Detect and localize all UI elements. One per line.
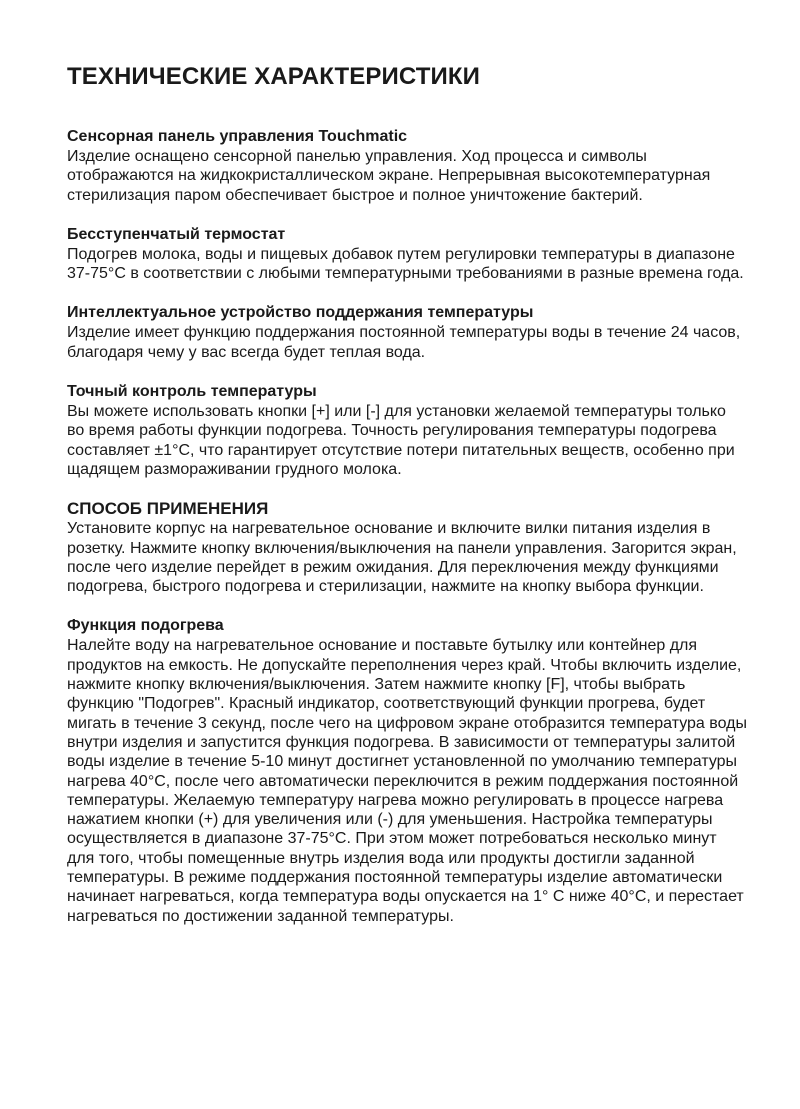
section-body: Установите корпус на нагревательное основание и включите вилки питания изделия в розетку. Нажмите кнопку включения/выключения на панели управления. Загорится экран, после чего изделие перейдет в режим ожидания. Для переключения между функциями подогрева, быстрого подогрева и стерилизации, нажмите на кнопку выбора функции.: [67, 520, 737, 596]
section-body: Изделие имеет функцию поддержания постоянной температуры воды в течение 24 часов, благодаря чему у вас всегда будет теплая вода.: [67, 324, 741, 361]
section-heading: СПОСОБ ПРИМЕНЕНИЯ: [67, 499, 269, 519]
section-usage: [67, 499, 747, 596]
section-temperature-keeping: [67, 303, 747, 362]
document-page: [67, 62, 747, 946]
section-thermostat: [67, 225, 747, 284]
section-touchmatic: [67, 127, 747, 205]
section-body: Вы можете использовать кнопки [+] или [-] для установки желаемой температуры только во время работы функции подогрева. Точность регулирования температуры подогрева составляет ±1°С, что гарантирует отсутствие потери питательных веществ, особенно при щадящем размораживании грудного молока.: [67, 403, 735, 478]
section-heating-function: [67, 616, 747, 925]
section-heading: Сенсорная панель управления Touchmatic: [67, 128, 408, 145]
section-heading: Точный контроль температуры: [67, 383, 317, 401]
section-body: Подогрев молока, воды и пищевых добавок путем регулировки температуры в диапазоне 37-75°С в соответствии с любыми температурными требованиями в разные времена года.: [67, 245, 744, 283]
section-heading: Интеллектуальное устройство поддержания температуры: [67, 304, 534, 322]
section-heading: Функция подогрева: [67, 617, 224, 635]
section-body: Налейте воду на нагревательное основание и поставьте бутылку или контейнер для продуктов на емкость. Не допускайте переполнения через край. Чтобы включить изделие, нажмите кнопку включения/выключения. Затем нажмите кнопку [F], чтобы выбрать функцию "Подогрев". Красный индикатор, соответствующий функции прогрева, будет мигать в течение 3 секунд, после чего на цифровом экране отобразится температура воды внутри изделия и запустится функция подогрева. В зависимости от температуры залитой воды изделие в течение 5-10 минут достигнет установленной по умолчанию температуры нагрева 40°С, после чего автоматически переключится в режим поддержания постоянной температуры. Желаемую температуру нагрева можно регулировать в процессе нагрева нажатием кнопки (+) для увеличения или (-) для уменьшения. Настройка температуры осуществляется в диапазоне 37-75°С. При этом может потребоваться несколько минут для того, чтобы помещенные внутрь изделия вода или продукты достигли заданной температуры. В режиме поддержания постоянной температуры изделие автоматически начинает нагреваться, когда температура воды опускается на 1° С ниже 40°С, и перестает нагреваться по достижении заданной температуры.: [67, 637, 747, 925]
section-precise-control: [67, 382, 747, 479]
section-body: Изделие оснащено сенсорной панелью управления. Ход процесса и символы отображаются на жидкокристаллическом экране. Непрерывная высокотемпературная стерилизация паром обеспечивает быстрое и полное уничтожение бактерий.: [67, 148, 711, 204]
section-heading: Бесступенчатый термостат: [67, 225, 286, 243]
page-title: ТЕХНИЧЕСКИЕ ХАРАКТЕРИСТИКИ: [67, 63, 480, 90]
